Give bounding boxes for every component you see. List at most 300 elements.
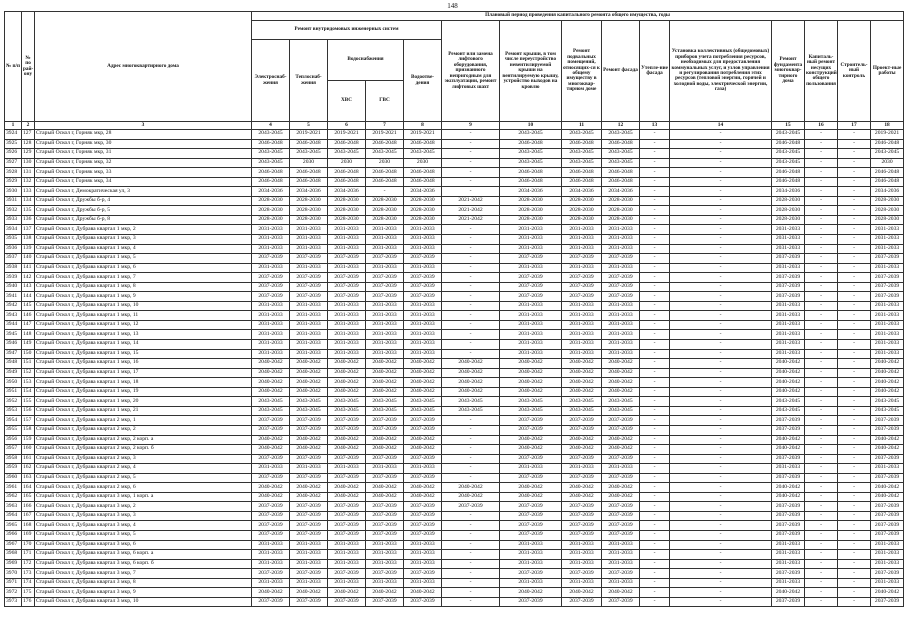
district-number-cell: 134 <box>22 196 35 206</box>
period-cell: 2040-2042 <box>442 387 500 397</box>
address-cell: Старый Оскол г, Дубрава квартал 1 мкр, 4 <box>35 244 252 254</box>
period-cell: 2037-2039 <box>562 521 602 531</box>
period-cell: 2037-2039 <box>366 292 404 302</box>
period-cell: 2019-2021 <box>404 130 442 140</box>
address-cell: Старый Оскол г, Дубрава квартал 2 мкр, 3 <box>35 454 252 464</box>
period-cell: 2037-2039 <box>602 292 640 302</box>
period-cell: 2043-2045 <box>404 397 442 407</box>
period-cell: - <box>805 168 838 178</box>
period-cell: 2043-2045 <box>366 406 404 416</box>
period-cell: 2037-2039 <box>772 502 805 512</box>
row-number-cell: 3959 <box>5 464 22 474</box>
period-cell: - <box>838 502 871 512</box>
period-cell: - <box>805 349 838 359</box>
table-row <box>5 445 904 455</box>
period-cell: - <box>805 435 838 445</box>
table-row <box>5 359 904 369</box>
period-cell: 2037-2039 <box>290 502 328 512</box>
period-cell: 2031-2033 <box>366 578 404 588</box>
period-cell: 2037-2039 <box>404 473 442 483</box>
period-cell: 2046-2048 <box>252 139 290 149</box>
header-meters: Установка коллективных (общедомовых) приборов учета потребления ресурсов, необходимых для предоставления коммунальных услуг, и узлов управления и регулирования потребления этих ресурсов (тепловой энергии, горячей и холодной воды, электрической энергии, газа) <box>670 21 772 122</box>
period-cell: - <box>838 244 871 254</box>
period-cell: 2043-2045 <box>500 130 562 140</box>
repair-schedule-table <box>4 11 904 607</box>
period-cell: 2037-2039 <box>328 569 366 579</box>
period-cell: 2037-2039 <box>328 254 366 264</box>
period-cell: 2031-2033 <box>404 540 442 550</box>
column-number: 4 <box>252 122 290 130</box>
period-cell: 2037-2039 <box>404 282 442 292</box>
address-cell: Старый Оскол г, Дубрава квартал 1 мкр, 8 <box>35 282 252 292</box>
period-cell: 2037-2039 <box>772 292 805 302</box>
period-cell: 2037-2039 <box>871 273 904 283</box>
period-cell: 2037-2039 <box>602 254 640 264</box>
period-cell: 2037-2039 <box>366 454 404 464</box>
column-number: 17 <box>838 122 871 130</box>
period-cell: 2037-2039 <box>562 502 602 512</box>
period-cell: - <box>805 445 838 455</box>
period-cell: 2031-2033 <box>500 559 562 569</box>
district-number-cell: 145 <box>22 301 35 311</box>
header-address: Адрес многоквартирного дома <box>35 12 252 122</box>
period-cell: 2043-2045 <box>366 149 404 159</box>
period-cell: - <box>670 416 772 426</box>
period-cell: 2040-2042 <box>500 483 562 493</box>
period-cell: 2031-2033 <box>290 244 328 254</box>
period-cell: - <box>838 492 871 502</box>
period-cell: - <box>670 282 772 292</box>
period-cell: 2043-2045 <box>562 158 602 168</box>
period-cell: 2037-2039 <box>404 454 442 464</box>
period-cell: - <box>805 311 838 321</box>
period-cell: 2040-2042 <box>290 368 328 378</box>
period-cell: 2031-2033 <box>772 540 805 550</box>
period-cell: 2037-2039 <box>500 597 562 607</box>
period-cell: 2037-2039 <box>500 569 562 579</box>
period-cell: - <box>670 387 772 397</box>
address-cell: Старый Оскол г, Дубрава квартал 2 мкр, 2 корп. б <box>35 445 252 455</box>
period-cell: 2031-2033 <box>871 550 904 560</box>
period-cell: 2037-2039 <box>602 511 640 521</box>
period-cell: 2046-2048 <box>252 168 290 178</box>
period-cell: 2037-2039 <box>328 530 366 540</box>
period-cell: 2040-2042 <box>500 368 562 378</box>
period-cell: 2030 <box>328 158 366 168</box>
period-cell: 2040-2042 <box>442 378 500 388</box>
period-cell: 2040-2042 <box>290 435 328 445</box>
period-cell: 2040-2042 <box>871 588 904 598</box>
period-cell: - <box>670 492 772 502</box>
period-cell: - <box>805 158 838 168</box>
period-cell: 2028-2030 <box>290 206 328 216</box>
period-cell: - <box>640 597 670 607</box>
district-number-cell: 137 <box>22 225 35 235</box>
period-cell: 2046-2048 <box>366 168 404 178</box>
period-cell: 2040-2042 <box>252 483 290 493</box>
header-basement: Ремонт подвальных помещений, относящих-ся к общему имуществу в многоквар-тирном доме <box>562 21 602 122</box>
table-row <box>5 340 904 350</box>
period-cell: - <box>442 330 500 340</box>
period-cell: 2019-2021 <box>290 130 328 140</box>
period-cell: 2043-2045 <box>252 406 290 416</box>
period-cell: - <box>640 225 670 235</box>
column-number: 2 <box>22 122 35 130</box>
period-cell: - <box>442 320 500 330</box>
table-row <box>5 177 904 187</box>
period-cell: - <box>670 177 772 187</box>
period-cell: - <box>805 550 838 560</box>
period-cell: - <box>670 215 772 225</box>
period-cell: 2037-2039 <box>500 254 562 264</box>
period-cell: 2028-2030 <box>328 206 366 216</box>
period-cell: - <box>442 168 500 178</box>
period-cell: - <box>640 139 670 149</box>
address-cell: Старый Оскол г, Горняк мкр, 30 <box>35 139 252 149</box>
period-cell: 2043-2045 <box>290 149 328 159</box>
period-cell: - <box>838 273 871 283</box>
period-cell: 2037-2039 <box>404 425 442 435</box>
period-cell: - <box>805 177 838 187</box>
header-electro: Электроснаб-жения <box>252 40 290 122</box>
period-cell: - <box>805 330 838 340</box>
period-cell: 2031-2033 <box>252 235 290 245</box>
period-cell: 2040-2042 <box>602 445 640 455</box>
row-number-cell: 3935 <box>5 235 22 245</box>
period-cell: 2037-2039 <box>772 511 805 521</box>
period-cell: 2037-2039 <box>871 521 904 531</box>
period-cell: 2040-2042 <box>366 368 404 378</box>
period-cell: 2037-2039 <box>871 254 904 264</box>
table-row <box>5 206 904 216</box>
address-cell: Старый Оскол г, Дубрава квартал 1 мкр, 21 <box>35 406 252 416</box>
period-cell: 2031-2033 <box>602 311 640 321</box>
period-cell: - <box>640 177 670 187</box>
period-cell: 2037-2039 <box>772 416 805 426</box>
period-cell: 2040-2042 <box>328 378 366 388</box>
period-cell: 2031-2033 <box>602 464 640 474</box>
column-number: 3 <box>35 122 252 130</box>
period-cell: 2037-2039 <box>772 273 805 283</box>
period-cell: - <box>838 340 871 350</box>
period-cell: 2028-2030 <box>562 196 602 206</box>
period-cell: 2046-2048 <box>602 168 640 178</box>
period-cell: 2043-2045 <box>772 406 805 416</box>
period-cell: 2040-2042 <box>442 492 500 502</box>
period-cell: - <box>670 588 772 598</box>
period-cell: 2028-2030 <box>772 196 805 206</box>
period-cell: 2037-2039 <box>562 292 602 302</box>
table-row <box>5 530 904 540</box>
period-cell: 2031-2033 <box>562 225 602 235</box>
period-cell: 2043-2045 <box>602 406 640 416</box>
period-cell: 2031-2033 <box>772 311 805 321</box>
period-cell: 2046-2048 <box>602 177 640 187</box>
period-cell: 2019-2021 <box>871 130 904 140</box>
period-cell: 2031-2033 <box>500 464 562 474</box>
table-row <box>5 225 904 235</box>
district-number-cell: 169 <box>22 530 35 540</box>
period-cell: 2031-2033 <box>328 578 366 588</box>
period-cell: - <box>838 311 871 321</box>
period-cell: 2040-2042 <box>404 359 442 369</box>
period-cell: 2031-2033 <box>871 225 904 235</box>
period-cell: - <box>670 196 772 206</box>
row-number-cell: 3960 <box>5 473 22 483</box>
period-cell: - <box>838 139 871 149</box>
period-cell: 2031-2033 <box>772 550 805 560</box>
period-cell: 2046-2048 <box>404 139 442 149</box>
period-cell: - <box>640 235 670 245</box>
table-row <box>5 473 904 483</box>
address-cell: Старый Оскол г, Дубрава квартал 3 мкр, 8 <box>35 578 252 588</box>
period-cell: 2040-2042 <box>366 378 404 388</box>
period-cell: 2046-2048 <box>772 139 805 149</box>
address-cell: Старый Оскол г, Дубрава квартал 2 мкр, 1 <box>35 416 252 426</box>
period-cell: - <box>640 254 670 264</box>
period-cell: 2037-2039 <box>290 282 328 292</box>
period-cell: 2037-2039 <box>290 425 328 435</box>
table-row <box>5 387 904 397</box>
table-row <box>5 454 904 464</box>
table-row <box>5 196 904 206</box>
period-cell: 2046-2048 <box>871 139 904 149</box>
table-row <box>5 559 904 569</box>
district-number-cell: 160 <box>22 445 35 455</box>
column-number-row <box>5 122 904 130</box>
period-cell: 2034-2036 <box>252 187 290 197</box>
period-cell: 2031-2033 <box>366 311 404 321</box>
period-cell: 2034-2036 <box>772 187 805 197</box>
period-cell: - <box>640 511 670 521</box>
row-number-cell: 3961 <box>5 483 22 493</box>
row-number-cell: 3940 <box>5 282 22 292</box>
period-cell: 2031-2033 <box>404 225 442 235</box>
period-cell: 2031-2033 <box>404 550 442 560</box>
period-cell: 2031-2033 <box>328 320 366 330</box>
row-number-cell: 3941 <box>5 292 22 302</box>
period-cell: 2034-2036 <box>871 187 904 197</box>
period-cell: 2037-2039 <box>562 273 602 283</box>
period-cell: 2043-2045 <box>562 130 602 140</box>
period-cell: 2037-2039 <box>500 530 562 540</box>
period-cell: 2031-2033 <box>772 559 805 569</box>
district-number-cell: 141 <box>22 263 35 273</box>
period-cell: 2031-2033 <box>500 225 562 235</box>
period-cell: 2046-2048 <box>871 177 904 187</box>
period-cell: - <box>838 196 871 206</box>
period-cell: 2040-2042 <box>290 483 328 493</box>
period-cell: - <box>640 149 670 159</box>
period-cell: 2031-2033 <box>290 464 328 474</box>
address-cell: Старый Оскол г, Дубрава квартал 1 мкр, 18 <box>35 378 252 388</box>
period-cell: - <box>670 168 772 178</box>
period-cell: 2037-2039 <box>252 454 290 464</box>
district-number-cell: 171 <box>22 550 35 560</box>
period-cell: 2037-2039 <box>602 273 640 283</box>
column-number: 14 <box>670 122 772 130</box>
row-number-cell: 3962 <box>5 492 22 502</box>
period-cell: - <box>805 139 838 149</box>
period-cell: 2037-2039 <box>328 473 366 483</box>
period-cell: 2031-2033 <box>562 540 602 550</box>
period-cell: 2037-2039 <box>500 425 562 435</box>
period-cell: 2028-2030 <box>404 196 442 206</box>
period-cell: 2031-2033 <box>328 244 366 254</box>
period-cell: 2037-2039 <box>328 521 366 531</box>
period-cell: 2031-2033 <box>290 263 328 273</box>
period-cell: - <box>838 588 871 598</box>
table-row <box>5 139 904 149</box>
period-cell: 2030 <box>290 158 328 168</box>
column-number: 6 <box>328 122 366 130</box>
period-cell: - <box>838 540 871 550</box>
period-cell: - <box>670 187 772 197</box>
period-cell: - <box>670 244 772 254</box>
period-cell: - <box>838 149 871 159</box>
period-cell: - <box>640 311 670 321</box>
period-cell: 2046-2048 <box>562 177 602 187</box>
period-cell: 2037-2039 <box>500 502 562 512</box>
table-row <box>5 588 904 598</box>
period-cell: - <box>670 149 772 159</box>
period-cell: 2043-2045 <box>252 158 290 168</box>
period-cell: - <box>838 206 871 216</box>
table-row <box>5 244 904 254</box>
period-cell: 2031-2033 <box>500 578 562 588</box>
period-cell: 2037-2039 <box>602 530 640 540</box>
period-cell: 2040-2042 <box>252 368 290 378</box>
period-cell: 2043-2045 <box>602 130 640 140</box>
period-cell: - <box>838 187 871 197</box>
period-cell: 2031-2033 <box>366 550 404 560</box>
period-cell: - <box>640 530 670 540</box>
district-number-cell: 138 <box>22 235 35 245</box>
address-cell: Старый Оскол г, Дубрава квартал 3 мкр, 10 <box>35 597 252 607</box>
period-cell: 2040-2042 <box>871 483 904 493</box>
period-cell: 2031-2033 <box>328 559 366 569</box>
period-cell: 2040-2042 <box>366 588 404 598</box>
period-cell: 2031-2033 <box>500 330 562 340</box>
period-cell: 2046-2048 <box>562 139 602 149</box>
period-cell: 2040-2042 <box>252 588 290 598</box>
period-cell: 2040-2042 <box>252 445 290 455</box>
period-cell: 2040-2042 <box>500 359 562 369</box>
period-cell: - <box>442 158 500 168</box>
period-cell: - <box>442 244 500 254</box>
period-cell: 2031-2033 <box>602 225 640 235</box>
period-cell: 2021-2042 <box>442 206 500 216</box>
period-cell: 2030 <box>366 158 404 168</box>
district-number-cell: 175 <box>22 588 35 598</box>
period-cell: - <box>805 464 838 474</box>
period-cell: - <box>442 416 500 426</box>
period-cell: 2040-2042 <box>404 435 442 445</box>
period-cell: 2034-2036 <box>404 187 442 197</box>
period-cell: 2031-2033 <box>252 540 290 550</box>
period-cell: 2040-2042 <box>328 588 366 598</box>
address-cell: Старый Оскол г, Дубрава квартал 1 мкр, 5 <box>35 254 252 264</box>
row-number-cell: 3956 <box>5 435 22 445</box>
table-row <box>5 215 904 225</box>
row-number-cell: 3936 <box>5 244 22 254</box>
period-cell: 2043-2045 <box>252 149 290 159</box>
district-number-cell: 131 <box>22 168 35 178</box>
period-cell: - <box>838 292 871 302</box>
period-cell: - <box>838 597 871 607</box>
row-number-cell: 3932 <box>5 206 22 216</box>
period-cell: - <box>670 292 772 302</box>
period-cell: 2040-2042 <box>562 359 602 369</box>
row-number-cell: 3945 <box>5 330 22 340</box>
address-cell: Старый Оскол г, Дубрава квартал 1 мкр, 11 <box>35 311 252 321</box>
period-cell: 2037-2039 <box>871 502 904 512</box>
period-cell: 2031-2033 <box>366 559 404 569</box>
period-cell: 2040-2042 <box>500 445 562 455</box>
period-cell: 2043-2045 <box>562 397 602 407</box>
period-cell: 2031-2033 <box>871 349 904 359</box>
period-cell: 2021-2042 <box>442 215 500 225</box>
period-cell: 2028-2030 <box>772 206 805 216</box>
period-cell: - <box>670 473 772 483</box>
district-number-cell: 133 <box>22 187 35 197</box>
table-row <box>5 254 904 264</box>
period-cell: - <box>838 368 871 378</box>
district-number-cell: 172 <box>22 559 35 569</box>
period-cell: - <box>442 445 500 455</box>
address-cell: Старый Оскол г, Дубрава квартал 3 мкр, 2 <box>35 502 252 512</box>
period-cell: - <box>838 550 871 560</box>
period-cell: 2037-2039 <box>366 502 404 512</box>
period-cell: 2031-2033 <box>772 578 805 588</box>
period-cell: - <box>805 149 838 159</box>
column-number: 13 <box>640 122 670 130</box>
period-cell: 2031-2033 <box>602 540 640 550</box>
period-cell: - <box>670 320 772 330</box>
period-cell: - <box>640 282 670 292</box>
period-cell: 2040-2042 <box>562 435 602 445</box>
header-row-number: № п/п <box>5 12 22 122</box>
period-cell: - <box>640 569 670 579</box>
row-number-cell: 3952 <box>5 397 22 407</box>
period-cell: 2031-2033 <box>602 263 640 273</box>
period-cell: - <box>442 550 500 560</box>
period-cell: 2037-2039 <box>252 425 290 435</box>
period-cell: 2031-2033 <box>252 225 290 235</box>
period-cell: - <box>838 378 871 388</box>
period-cell: 2031-2033 <box>772 263 805 273</box>
period-cell: 2043-2045 <box>442 397 500 407</box>
period-cell: 2037-2039 <box>290 454 328 464</box>
table-row <box>5 235 904 245</box>
period-cell: - <box>442 521 500 531</box>
period-cell: 2037-2039 <box>290 273 328 283</box>
period-cell: 2031-2033 <box>871 311 904 321</box>
period-cell: - <box>838 416 871 426</box>
district-number-cell: 140 <box>22 254 35 264</box>
address-cell: Старый Оскол г, Горняк мкр, 33 <box>35 168 252 178</box>
period-cell: - <box>670 425 772 435</box>
period-cell: 2040-2042 <box>328 483 366 493</box>
period-cell: 2031-2033 <box>871 320 904 330</box>
period-cell: 2031-2033 <box>290 301 328 311</box>
column-number: 18 <box>871 122 904 130</box>
period-cell: 2031-2033 <box>871 340 904 350</box>
period-cell: 2031-2033 <box>871 235 904 245</box>
header-facade: Ремонт фасада <box>602 21 640 122</box>
period-cell: 2040-2042 <box>772 492 805 502</box>
period-cell: - <box>805 597 838 607</box>
